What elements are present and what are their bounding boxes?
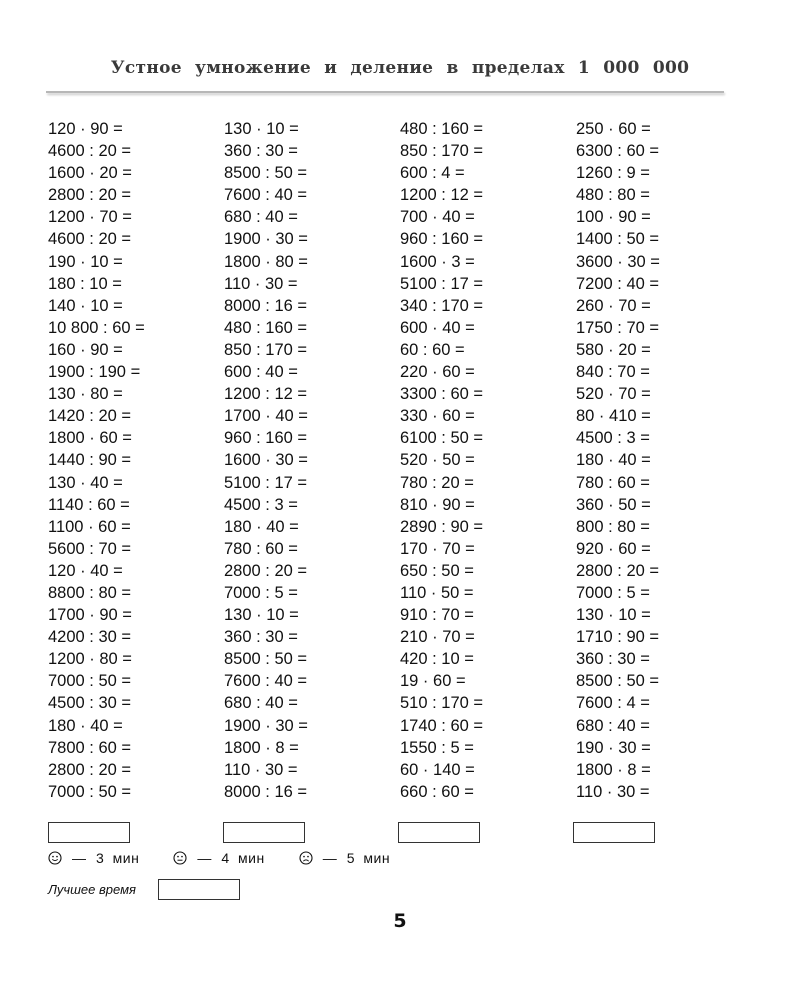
legend-time: 5 мин — [346, 850, 391, 866]
exercise-item: 680 : 40 = — [224, 694, 298, 713]
exercise-item: 1260 : 9 = — [576, 164, 650, 183]
exercise-item: 1600 · 20 = — [48, 164, 132, 183]
time-box-column-4[interactable] — [573, 822, 655, 843]
exercise-item: 160 · 90 = — [48, 340, 123, 359]
exercise-item: 7200 : 40 = — [576, 274, 660, 293]
exercise-item: 1440 : 90 = — [48, 451, 132, 470]
exercise-item: 250 · 60 = — [576, 120, 651, 138]
exercise-item: 2800 : 20 = — [576, 561, 660, 580]
exercise-item: 140 · 10 = — [48, 296, 123, 315]
exercise-item: 8500 : 50 = — [224, 650, 308, 669]
time-box-column-1[interactable] — [48, 822, 130, 843]
exercise-item: 360 : 30 = — [576, 650, 650, 669]
exercise-item: 180 · 40 = — [224, 517, 299, 536]
exercise-item: 5100 : 17 = — [400, 274, 484, 293]
exercise-item: 4600 : 20 = — [48, 230, 132, 249]
exercise-item: 520 · 50 = — [400, 451, 475, 470]
exercise-item: 1600 · 30 = — [224, 451, 308, 470]
exercise-item: 330 · 60 = — [400, 407, 475, 426]
exercise-item: 220 · 60 = — [400, 363, 475, 382]
exercise-item: 1400 : 50 = — [576, 230, 660, 249]
page-title: Устное умножение и деление в пределах 1 000 000 — [110, 58, 690, 78]
exercise-item: 1900 : 190 = — [48, 363, 141, 382]
exercise-item: 5100 : 17 = — [224, 473, 308, 492]
exercise-item: 110 · 50 = — [400, 583, 474, 602]
exercise-item: 2800 : 20 = — [48, 760, 132, 779]
legend-dash: — — [322, 850, 337, 866]
exercise-item: 360 · 50 = — [576, 495, 651, 514]
exercise-item: 110 · 30 = — [224, 274, 298, 293]
exercise-item: 8500 : 50 = — [224, 164, 308, 183]
exercise-item: 1800 · 8 = — [576, 760, 651, 779]
exercise-item: 1800 · 60 = — [48, 429, 132, 448]
exercise-item: 130 · 80 = — [48, 385, 123, 404]
exercise-item: 840 : 70 = — [576, 363, 650, 382]
exercise-item: 180 · 40 = — [576, 451, 651, 470]
exercise-item: 3600 · 30 = — [576, 252, 660, 271]
best-time — [48, 878, 240, 900]
exercise-item: 1700 · 90 = — [48, 606, 132, 625]
legend-time: 4 мин — [221, 850, 265, 866]
exercise-item: 360 : 30 = — [224, 628, 298, 647]
exercise-item: 4600 : 20 = — [48, 142, 132, 161]
exercise-item: 110 · 30 = — [224, 760, 298, 779]
exercise-item: 800 : 80 = — [576, 517, 650, 536]
sad-face-icon — [299, 851, 313, 865]
exercise-item: 180 : 10 = — [48, 274, 122, 293]
exercise-item: 780 : 20 = — [400, 473, 474, 492]
legend-item-neutral — [173, 850, 264, 866]
exercise-item: 1700 · 40 = — [224, 407, 308, 426]
exercise-item: 660 : 60 = — [400, 782, 474, 801]
exercise-item: 1100 · 60 = — [48, 517, 131, 536]
exercise-item: 8500 : 50 = — [576, 672, 660, 691]
exercise-item: 700 · 40 = — [400, 208, 475, 227]
exercise-item: 520 · 70 = — [576, 385, 651, 404]
smile-face-icon — [48, 851, 62, 865]
exercise-item: 120 · 90 = — [48, 120, 123, 138]
exercise-item: 210 · 70 = — [400, 628, 475, 647]
exercise-item: 1140 : 60 = — [48, 495, 130, 514]
exercise-item: 850 : 170 = — [224, 340, 308, 359]
exercise-item: 100 · 90 = — [576, 208, 651, 227]
exercise-item: 480 : 160 = — [400, 120, 484, 138]
exercise-item: 80 · 410 = — [576, 407, 651, 426]
legend-time: 3 мин — [96, 850, 140, 866]
exercise-column-4 — [576, 118, 660, 803]
exercise-item: 1550 : 5 = — [400, 738, 474, 757]
exercise-item: 780 : 60 = — [224, 539, 298, 558]
exercise-item: 4500 : 30 = — [48, 694, 132, 713]
exercise-column-1 — [48, 118, 145, 803]
exercise-item: 810 · 90 = — [400, 495, 475, 514]
exercise-item: 360 : 30 = — [224, 142, 298, 161]
best-time-label: Лучшее время — [48, 881, 136, 897]
exercise-item: 6100 : 50 = — [400, 429, 484, 448]
exercise-item: 4500 : 3 = — [224, 495, 298, 514]
exercise-item: 600 : 40 = — [224, 363, 298, 382]
exercise-item: 1900 · 30 = — [224, 716, 308, 735]
exercise-item: 600 · 40 = — [400, 318, 475, 337]
legend-dash: — — [197, 850, 212, 866]
exercise-item: 4200 : 30 = — [48, 628, 132, 647]
exercise-item: 910 : 70 = — [400, 606, 474, 625]
exercise-item: 7000 : 5 = — [576, 583, 650, 602]
exercise-item: 10 800 : 60 = — [48, 318, 145, 337]
exercise-item: 2800 : 20 = — [48, 186, 132, 205]
best-time-box[interactable] — [158, 879, 240, 900]
exercise-item: 3300 : 60 = — [400, 385, 484, 404]
exercise-item: 7600 : 40 = — [224, 186, 308, 205]
exercise-item: 340 : 170 = — [400, 296, 484, 315]
exercise-item: 7000 : 50 = — [48, 782, 132, 801]
exercise-item: 960 : 160 = — [400, 230, 484, 249]
exercise-item: 8800 : 80 = — [48, 583, 132, 602]
exercise-item: 130 · 10 = — [224, 606, 299, 625]
exercise-item: 510 : 170 = — [400, 694, 484, 713]
exercise-item: 6300 : 60 = — [576, 142, 660, 161]
legend-dash: — — [72, 850, 86, 866]
exercise-column-2 — [224, 118, 308, 803]
neutral-face-icon — [173, 851, 187, 865]
exercise-item: 850 : 170 = — [400, 142, 484, 161]
time-box-column-2[interactable] — [223, 822, 305, 843]
exercise-column-3 — [400, 118, 483, 803]
exercise-item: 420 : 10 = — [400, 650, 474, 669]
exercise-item: 130 · 10 = — [576, 606, 651, 625]
exercise-item: 60 : 60 = — [400, 340, 465, 359]
exercise-item: 1800 · 80 = — [224, 252, 308, 271]
exercise-columns — [0, 118, 800, 808]
exercise-item: 170 · 70 = — [400, 539, 475, 558]
exercise-item: 1200 · 70 = — [48, 208, 132, 227]
exercise-item: 4500 : 3 = — [576, 429, 650, 448]
page-number: 5 — [393, 910, 407, 932]
exercise-item: 130 · 40 = — [48, 473, 123, 492]
exercise-item: 190 · 30 = — [576, 738, 651, 757]
exercise-item: 1710 : 90 = — [576, 628, 660, 647]
exercise-item: 2890 : 90 = — [400, 517, 484, 536]
exercise-item: 1740 : 60 = — [400, 716, 484, 735]
exercise-item: 190 · 10 = — [48, 252, 123, 271]
exercise-item: 1200 : 12 = — [400, 186, 484, 205]
exercise-item: 680 : 40 = — [224, 208, 298, 227]
title-underline — [46, 91, 724, 93]
exercise-item: 1750 : 70 = — [576, 318, 660, 337]
exercise-item: 480 : 80 = — [576, 186, 650, 205]
exercise-item: 650 : 50 = — [400, 561, 474, 580]
exercise-item: 780 : 60 = — [576, 473, 650, 492]
exercise-item: 480 : 160 = — [224, 318, 308, 337]
exercise-item: 7600 : 40 = — [224, 672, 308, 691]
exercise-item: 7600 : 4 = — [576, 694, 650, 713]
exercise-item: 5600 : 70 = — [48, 539, 132, 558]
exercise-item: 260 · 70 = — [576, 296, 651, 315]
legend-item-sad — [299, 850, 390, 866]
exercise-item: 120 · 40 = — [48, 561, 123, 580]
exercise-item: 8000 : 16 = — [224, 782, 308, 801]
exercise-item: 19 · 60 = — [400, 672, 466, 691]
legend-item-smile — [48, 850, 139, 866]
exercise-item: 920 · 60 = — [576, 539, 651, 558]
exercise-item: 1200 : 12 = — [224, 385, 308, 404]
exercise-item: 60 · 140 = — [400, 760, 475, 779]
exercise-item: 7000 : 50 = — [48, 672, 132, 691]
exercise-item: 8000 : 16 = — [224, 296, 308, 315]
exercise-item: 1600 · 3 = — [400, 252, 475, 271]
exercise-item: 580 · 20 = — [576, 340, 651, 359]
exercise-item: 1900 · 30 = — [224, 230, 308, 249]
exercise-item: 680 : 40 = — [576, 716, 650, 735]
exercise-item: 1200 · 80 = — [48, 650, 132, 669]
exercise-item: 2800 : 20 = — [224, 561, 308, 580]
exercise-item: 1800 · 8 = — [224, 738, 299, 757]
time-legend — [48, 848, 424, 868]
exercise-item: 1420 : 20 = — [48, 407, 132, 426]
exercise-item: 7800 : 60 = — [48, 738, 132, 757]
exercise-item: 180 · 40 = — [48, 716, 123, 735]
exercise-item: 600 : 4 = — [400, 164, 465, 183]
exercise-item: 960 : 160 = — [224, 429, 308, 448]
exercise-item: 7000 : 5 = — [224, 583, 298, 602]
exercise-item: 130 · 10 = — [224, 120, 299, 138]
time-box-column-3[interactable] — [398, 822, 480, 843]
exercise-item: 110 · 30 = — [576, 782, 650, 801]
